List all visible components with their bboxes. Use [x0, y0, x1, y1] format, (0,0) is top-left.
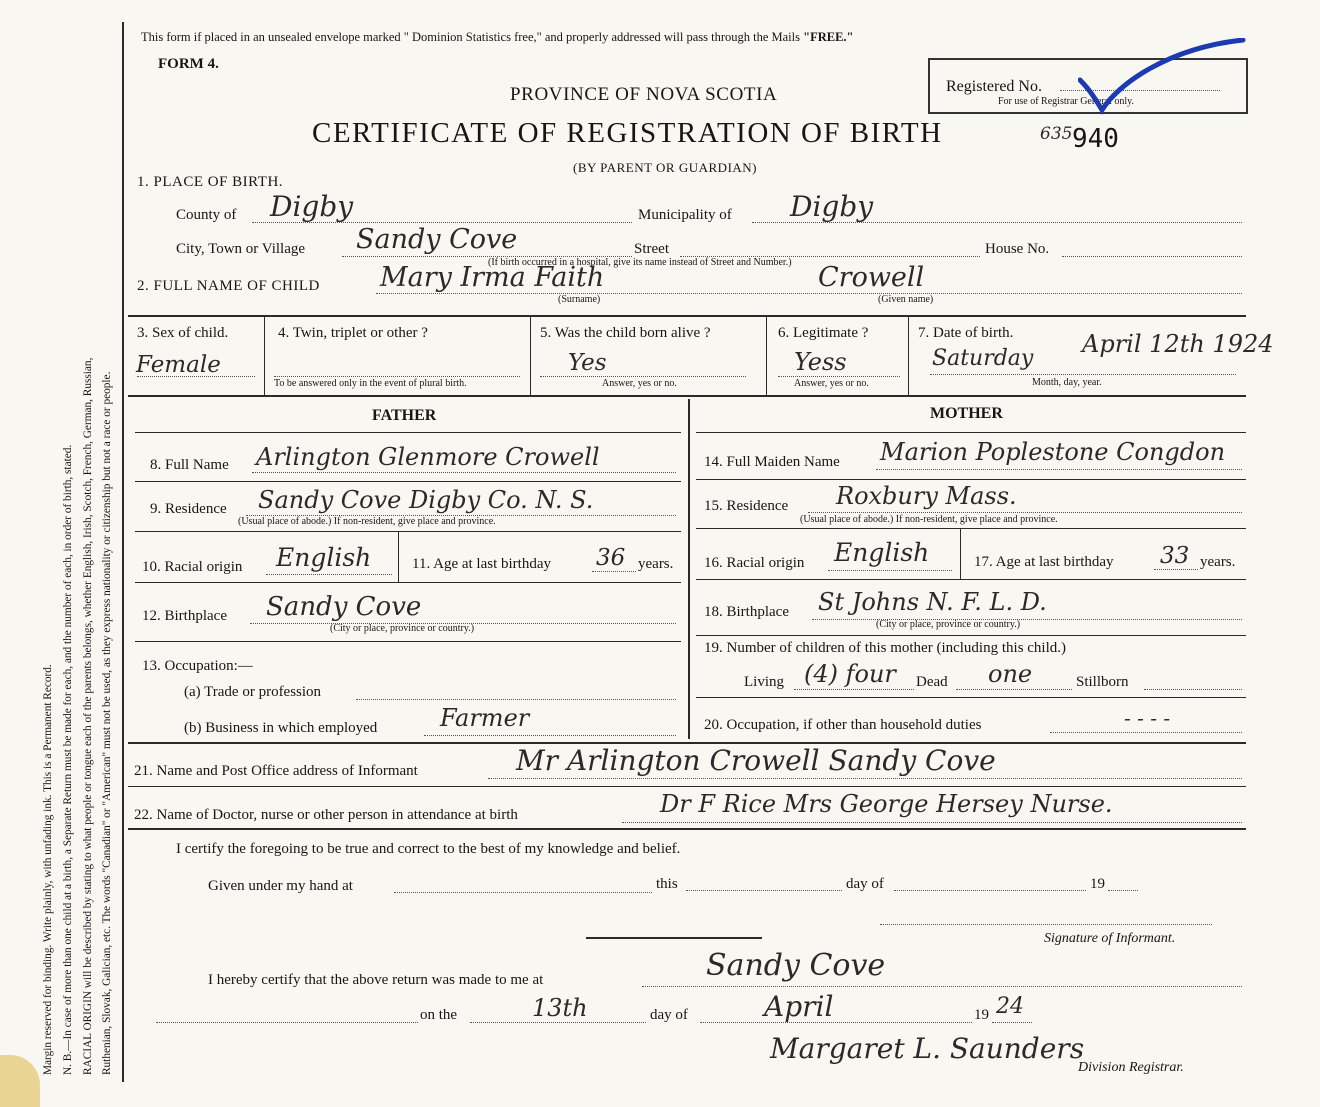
mother-residence-caption: (Usual place of abode.) If non-resident, give place and province. [800, 514, 1058, 525]
doctor-value: Dr F Rice Mrs George Hersey Nurse. [660, 790, 1113, 818]
mother-name-value: Marion Poplestone Congdon [880, 438, 1226, 466]
place-of-birth-heading: 1. PLACE OF BIRTH. [137, 174, 284, 190]
rule [135, 641, 681, 642]
separator [586, 937, 762, 939]
legitimate-value: Yess [794, 348, 847, 376]
dead-label: Dead [916, 674, 948, 690]
reg-day-field [470, 1022, 646, 1023]
mother-residence-value: Roxbury Mass. [836, 482, 1017, 510]
on-the-label: on the [420, 1007, 458, 1023]
father-heading: FATHER [372, 407, 437, 424]
father-name-field [252, 472, 676, 473]
alive-caption: Answer, yes or no. [602, 378, 677, 389]
reg-month-field [700, 1022, 972, 1023]
margin-note-3: RACIAL ORIGIN will be described by stating to what people or tongue each of the parents belongs, whether English, Irish, Scotch, French, German, Russian, [82, 357, 94, 1075]
on-the-lead-field [156, 1022, 418, 1023]
rule [135, 432, 681, 433]
mother-occupation-value: - - - - [1124, 706, 1171, 730]
dead-value: one [988, 660, 1033, 688]
child-name-field [376, 293, 1242, 294]
street-label: Street [634, 241, 669, 257]
rule [135, 582, 681, 583]
mother-age-label: 17. Age at last birthday [974, 554, 1114, 570]
registrar-place-field [642, 986, 1242, 987]
stillborn-field [1144, 689, 1242, 690]
child-name-label: 2. FULL NAME OF CHILD [137, 278, 320, 294]
alive-label: 5. Was the child born alive ? [540, 325, 711, 341]
father-age-label: 11. Age at last birthday [412, 556, 551, 572]
given-day-field [686, 890, 842, 891]
mother-occupation-label: 20. Occupation, if other than household duties [704, 717, 982, 733]
reg-day: 13th [532, 994, 588, 1022]
dob-caption: Month, day, year. [1032, 377, 1102, 388]
legitimate-field [778, 376, 900, 377]
father-occupation-label: 13. Occupation:— [142, 658, 253, 674]
informant-field [488, 778, 1242, 779]
mother-birthplace-caption: (City or place, province or country.) [876, 619, 1021, 630]
alive-field [540, 376, 746, 377]
city-value: Sandy Cove [356, 224, 518, 255]
margin-rule [122, 22, 124, 1082]
margin-note-2: N. B.—In case of more than one child at a birth, a Separate Return must be made for each, and the number of each, in order of birth, stated. [62, 444, 74, 1075]
mother-age-unit: years. [1200, 554, 1236, 570]
mother-racial-field [828, 570, 952, 571]
given-place-field [394, 892, 652, 893]
father-business-field [424, 735, 676, 736]
father-birthplace-label: 12. Birthplace [142, 608, 227, 624]
margin-note-1: Margin reserved for binding. Write plainly, with unfading ink. This is a Permanent Record. [42, 664, 54, 1075]
father-business-label: (b) Business in which employed [184, 720, 378, 736]
doctor-field [622, 822, 1242, 823]
reg-year-field [992, 1022, 1032, 1023]
rule [696, 432, 1246, 433]
rule [696, 528, 1246, 529]
day-of-label: day of [846, 876, 884, 892]
father-residence-caption: (Usual place of abode.) If non-resident, give place and province. [238, 516, 496, 527]
mother-racial-value: English [834, 538, 930, 567]
father-age-unit: years. [638, 556, 674, 572]
mother-heading: MOTHER [930, 405, 1003, 422]
mother-name-label: 14. Full Maiden Name [704, 454, 840, 470]
father-residence-label: 9. Residence [150, 501, 227, 517]
divider [960, 529, 961, 579]
dob-label: 7. Date of birth. [918, 325, 1014, 341]
divider [398, 532, 399, 582]
father-age-field [592, 571, 636, 572]
registrar-text: I hereby certify that the above return was made to me at [208, 972, 544, 988]
year-prefix: 19 [1090, 876, 1105, 892]
mother-age-field [1154, 569, 1198, 570]
sex-label: 3. Sex of child. [137, 325, 229, 341]
twin-field [274, 376, 520, 377]
rule [696, 635, 1246, 636]
mother-residence-label: 15. Residence [704, 498, 789, 514]
father-racial-value: English [276, 543, 372, 572]
legitimate-caption: Answer, yes or no. [794, 378, 869, 389]
father-racial-label: 10. Racial origin [142, 559, 243, 575]
rule [135, 481, 681, 482]
reg-day-of-label: day of [650, 1007, 688, 1023]
father-name-label: 8. Full Name [150, 457, 229, 473]
province-heading: PROVINCE OF NOVA SCOTIA [510, 84, 778, 105]
rule [696, 697, 1246, 698]
given-year-field [1108, 890, 1138, 891]
given-month-field [894, 890, 1086, 891]
father-trade-field [356, 699, 676, 700]
divider [530, 317, 531, 395]
registrar-signature: Margaret L. Saunders [770, 1032, 1085, 1065]
twin-label: 4. Twin, triplet or other ? [278, 325, 428, 341]
given-label: Given under my hand at [208, 878, 353, 894]
informant-signature-field [880, 924, 1212, 925]
dob-value: April 12th 1924 [1082, 330, 1274, 358]
mother-name-field [876, 469, 1242, 470]
reg-month: April [764, 990, 834, 1023]
rule-under-row [128, 395, 1246, 397]
certificate-title: CERTIFICATE OF REGISTRATION OF BIRTH [312, 117, 943, 149]
rule [696, 579, 1246, 580]
municipality-value: Digby [790, 190, 874, 223]
mother-residence-field [808, 512, 1242, 513]
child-given-name: Mary Irma Faith [380, 262, 605, 293]
divider [908, 317, 909, 395]
registered-label: Registered No. [946, 78, 1042, 95]
registrar-place: Sandy Cove [706, 948, 886, 983]
father-name-value: Arlington Glenmore Crowell [256, 443, 600, 471]
house-label: House No. [985, 241, 1050, 257]
reg-year-suffix: 24 [996, 994, 1024, 1019]
county-value: Digby [270, 190, 354, 223]
father-trade-label: (a) Trade or profession [184, 684, 322, 700]
father-birthplace-value: Sandy Cove [266, 592, 422, 622]
sex-value: Female [136, 352, 221, 378]
rule [135, 531, 681, 532]
form-number: FORM 4. [158, 56, 219, 72]
father-residence-value: Sandy Cove Digby Co. N. S. [258, 486, 594, 514]
father-business-value: Farmer [440, 704, 530, 732]
father-racial-field [266, 574, 392, 575]
dob-field [930, 374, 1236, 375]
informant-value: Mr Arlington Crowell Sandy Cove [516, 744, 996, 777]
municipality-label: Municipality of [638, 207, 732, 223]
signature-caption: Signature of Informant. [1044, 931, 1176, 946]
reg-year-prefix: 19 [974, 1007, 989, 1023]
living-value: (4) four [804, 660, 896, 688]
house-field [1062, 256, 1242, 257]
given-caption: (Given name) [878, 294, 934, 305]
alive-value: Yes [568, 350, 607, 376]
county-label: County of [176, 207, 237, 223]
city-label: City, Town or Village [176, 241, 306, 257]
registered-note: For use of Registrar General only. [998, 96, 1134, 107]
rule [128, 828, 1246, 830]
divider [766, 317, 767, 395]
father-age-value: 36 [596, 545, 626, 571]
rule [128, 786, 1246, 787]
informant-label: 21. Name and Post Office address of Informant [134, 763, 418, 779]
mother-racial-label: 16. Racial origin [704, 555, 805, 571]
mother-occupation-field [1050, 732, 1242, 733]
hospital-note: (If birth occurred in a hospital, give its name instead of Street and Number.) [488, 257, 792, 268]
stamp-number: 940 [1072, 124, 1119, 154]
mother-birthplace-value: St Johns N. F. L. D. [818, 588, 1047, 616]
center-divider [688, 399, 690, 739]
mail-note: This form if placed in an unsealed envelope marked " Dominion Statistics free," and properly addressed will pass through the Mails "FREE." [141, 30, 854, 44]
father-birthplace-caption: (City or place, province or country.) [330, 623, 475, 634]
stillborn-label: Stillborn [1076, 674, 1129, 690]
divider [264, 317, 265, 395]
doctor-label: 22. Name of Doctor, nurse or other person in attendance at birth [134, 807, 518, 823]
surname-caption: (Surname) [558, 294, 601, 305]
certificate-subtitle: (BY PARENT OR GUARDIAN) [573, 160, 758, 175]
legitimate-label: 6. Legitimate ? [778, 325, 869, 341]
dead-field [956, 689, 1072, 690]
this-label: this [656, 876, 678, 892]
certify-text: I certify the foregoing to be true and correct to the best of my knowledge and belief. [176, 841, 681, 857]
twin-caption: To be answered only in the event of plural birth. [274, 378, 467, 389]
hw-number-prefix: 635 [1040, 124, 1073, 144]
mother-birthplace-label: 18. Birthplace [704, 604, 789, 620]
mother-children-label: 19. Number of children of this mother (including this child.) [704, 640, 1067, 656]
rule [696, 479, 1246, 480]
child-surname: Crowell [818, 262, 925, 293]
registrar-caption: Division Registrar. [1078, 1060, 1184, 1075]
mother-age-value: 33 [1160, 543, 1190, 569]
check-mark-icon [1078, 38, 1248, 118]
dob-day: Saturday [932, 346, 1034, 371]
margin-note-4: Ruthenian, Slovak, Galician, etc. The words "Canadian" or "American" must not be used, as they express nationality or citizenship but not a race or people. [101, 371, 113, 1075]
living-field [794, 689, 914, 690]
living-label: Living [744, 674, 784, 690]
rule-top-row [128, 315, 1246, 317]
